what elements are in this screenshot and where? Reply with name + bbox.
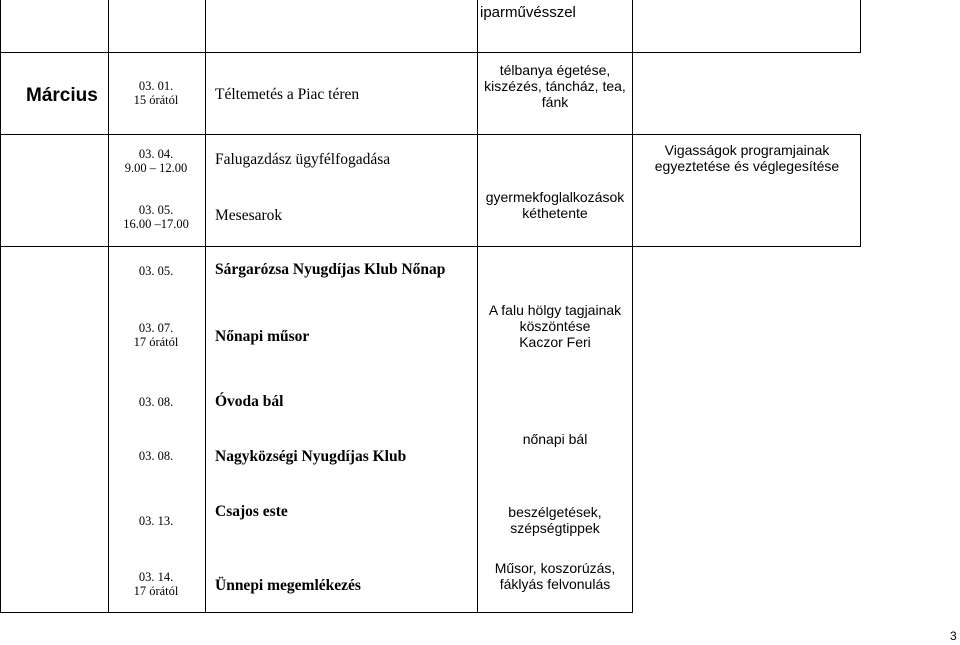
page-number: 3	[950, 629, 957, 643]
table-divider-notes	[632, 0, 633, 612]
notes-cell: gyermekfoglalkozások kéthetente	[485, 189, 625, 222]
table-divider-event	[477, 0, 478, 612]
event-cell: Nagyközségi Nyugdíjas Klub	[215, 448, 407, 465]
month-label: Március	[26, 85, 98, 106]
event-cell: Sárgarózsa Nyugdíjas Klub Nőnap	[215, 261, 446, 278]
date-cell: 03. 05.	[138, 264, 174, 278]
table-border-left	[0, 0, 1, 612]
date-cell: 03. 05. 16.00 –17.00	[123, 203, 189, 232]
date-cell: 03. 04. 9.00 – 12.00	[124, 147, 188, 176]
date-cell: 03. 01. 15 órától	[133, 79, 179, 108]
notes-cell: nőnapi bál	[522, 431, 588, 447]
event-cell: Mesesarok	[215, 207, 283, 224]
table-divider-month	[108, 0, 109, 612]
notes-cell: Műsor, koszorúzás, fáklyás felvonulás	[494, 560, 616, 593]
notes-cell: télbanya égetése, kiszézés, táncház, tea, fánk	[484, 62, 626, 111]
event-cell: Nőnapi műsor	[215, 328, 310, 345]
row-line	[0, 246, 861, 247]
date-cell: 03. 13.	[138, 514, 174, 528]
event-cell: Téltemetés a Piac téren	[215, 86, 360, 103]
date-cell: 03. 08.	[138, 449, 174, 463]
side-note: Vigasságok programjainak egyeztetése és véglegesítése	[654, 142, 840, 175]
event-cell: Óvoda bál	[215, 393, 284, 410]
date-cell: 03. 08.	[138, 395, 174, 409]
event-cell: Csajos este	[215, 503, 288, 520]
table-border-right	[860, 0, 861, 52]
row-line	[0, 134, 861, 135]
event-cell: Ünnepi megemlékezés	[215, 577, 361, 594]
row-line	[0, 612, 633, 613]
event-cell: Falugazdász ügyfélfogadása	[215, 151, 391, 168]
date-cell: 03. 14. 17 órától	[133, 570, 179, 599]
notes-cell: beszélgetések, szépségtippek	[508, 504, 602, 537]
date-cell: 03. 07. 17 órától	[133, 321, 179, 350]
row-line	[0, 52, 861, 53]
top-note: iparművésszel	[480, 4, 576, 21]
notes-cell: A falu hölgy tagjainak köszöntése Kaczor Feri	[488, 302, 622, 351]
table-divider-date	[205, 0, 206, 612]
